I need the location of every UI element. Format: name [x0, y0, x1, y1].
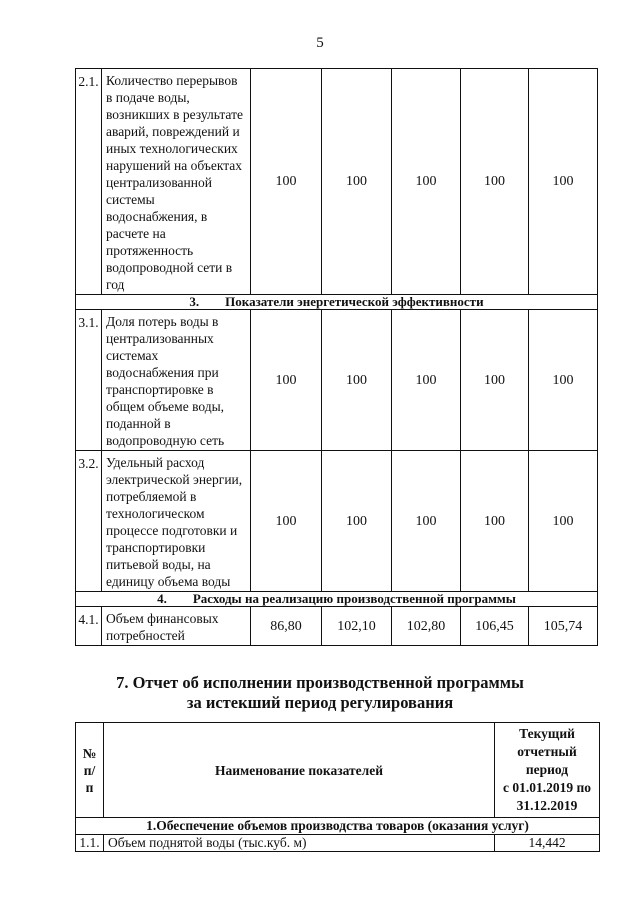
description-line: водоснабжения, в — [106, 209, 208, 224]
row-value: 100 — [322, 451, 392, 592]
header-indicator-name: Наименование показателей — [104, 723, 495, 818]
row-value: 14,442 — [495, 835, 600, 852]
row-value: 100 — [251, 451, 322, 592]
section-heading — [76, 592, 598, 607]
section-heading: 1.Обеспечение объемов производства товаров (оказания услуг) — [76, 818, 600, 835]
row-value: 100 — [461, 69, 529, 295]
section-title: Расходы на реализацию производственной программы — [192, 591, 516, 606]
row-number: 2.1. — [76, 69, 102, 295]
description-line: электрической энергии, — [106, 472, 243, 487]
description-line: протяженность — [106, 243, 194, 258]
row-value: 100 — [251, 310, 322, 451]
row-value: 100 — [251, 69, 322, 295]
description-line: процессе подготовки и — [106, 523, 238, 538]
description-line: единицу объема воды — [106, 574, 231, 589]
table-row — [76, 310, 598, 451]
header-number: № п/п — [76, 723, 104, 818]
row-value: 100 — [529, 310, 598, 451]
row-value: 100 — [461, 310, 529, 451]
row-value: 100 — [322, 69, 392, 295]
table-row — [76, 69, 598, 295]
description-line: потребляемой в — [106, 489, 197, 504]
section-title: Показатели энергетической эффективности — [225, 294, 484, 309]
row-description — [102, 451, 251, 592]
table-row — [76, 607, 598, 646]
section-heading — [76, 295, 598, 310]
description-line: иных технологических — [106, 141, 238, 156]
description-line: расчете на — [106, 226, 166, 241]
row-value: 100 — [461, 451, 529, 592]
row-value: 102,10 — [322, 607, 392, 646]
description-line: водоснабжения при — [106, 365, 219, 380]
row-indicator-name: Объем поднятой воды (тыс.куб. м) — [104, 835, 495, 852]
row-value: 106,45 — [461, 607, 529, 646]
description-line: системах — [106, 348, 159, 363]
description-line: потребностей — [106, 628, 185, 643]
row-value: 100 — [392, 69, 461, 295]
row-description — [102, 310, 251, 451]
row-number: 3.2. — [76, 451, 102, 592]
description-line: возникших в результате — [106, 107, 243, 122]
row-value: 105,74 — [529, 607, 598, 646]
report-table-header — [76, 723, 600, 818]
description-line: нарушений на объектах — [106, 158, 243, 173]
description-line: транспортировки — [106, 540, 206, 555]
report-title — [0, 673, 640, 713]
description-line: водопроводную сеть — [106, 433, 225, 448]
row-number: 3.1. — [76, 310, 102, 451]
report-title-line2: за истекший период регулирования — [186, 693, 454, 712]
report-table — [75, 722, 600, 852]
row-value: 100 — [392, 451, 461, 592]
row-value: 100 — [322, 310, 392, 451]
description-line: аварий, повреждений и — [106, 124, 240, 139]
indicators-table — [75, 68, 598, 646]
description-line: общем объеме воды, — [106, 399, 225, 414]
description-line: централизованных — [106, 331, 214, 346]
report-title-line1: 7. Отчет об исполнении производственной программы — [116, 673, 524, 692]
description-line: централизованной — [106, 175, 212, 190]
description-line: Объем финансовых — [106, 611, 219, 626]
table-row — [76, 835, 600, 852]
row-value: 100 — [529, 69, 598, 295]
description-line: водопроводной сети в — [106, 260, 233, 275]
row-number: 1.1. — [76, 835, 104, 852]
description-line: системы — [106, 192, 155, 207]
page-number: 5 — [316, 35, 324, 51]
row-value: 100 — [392, 310, 461, 451]
description-line: в подаче воды, — [106, 90, 190, 105]
description-line: Удельный расход — [106, 455, 205, 470]
table-row — [76, 451, 598, 592]
description-line: год — [106, 277, 125, 292]
description-line: технологическом — [106, 506, 205, 521]
section-number: 4. — [157, 591, 167, 606]
description-line: транспортировке в — [106, 382, 214, 397]
row-description — [102, 607, 251, 646]
row-value: 100 — [529, 451, 598, 592]
row-number: 4.1. — [76, 607, 102, 646]
row-value: 102,80 — [392, 607, 461, 646]
section-number: 3. — [189, 294, 200, 309]
row-value: 86,80 — [251, 607, 322, 646]
description-line: Количество перерывов — [106, 73, 238, 88]
header-period: Текущий отчетный период с 01.01.2019 по 31.12.2019 — [495, 723, 600, 818]
description-line: поданной в — [106, 416, 171, 431]
description-line: Доля потерь воды в — [106, 314, 219, 329]
description-line: питьевой воды, на — [106, 557, 211, 572]
row-description — [102, 69, 251, 295]
